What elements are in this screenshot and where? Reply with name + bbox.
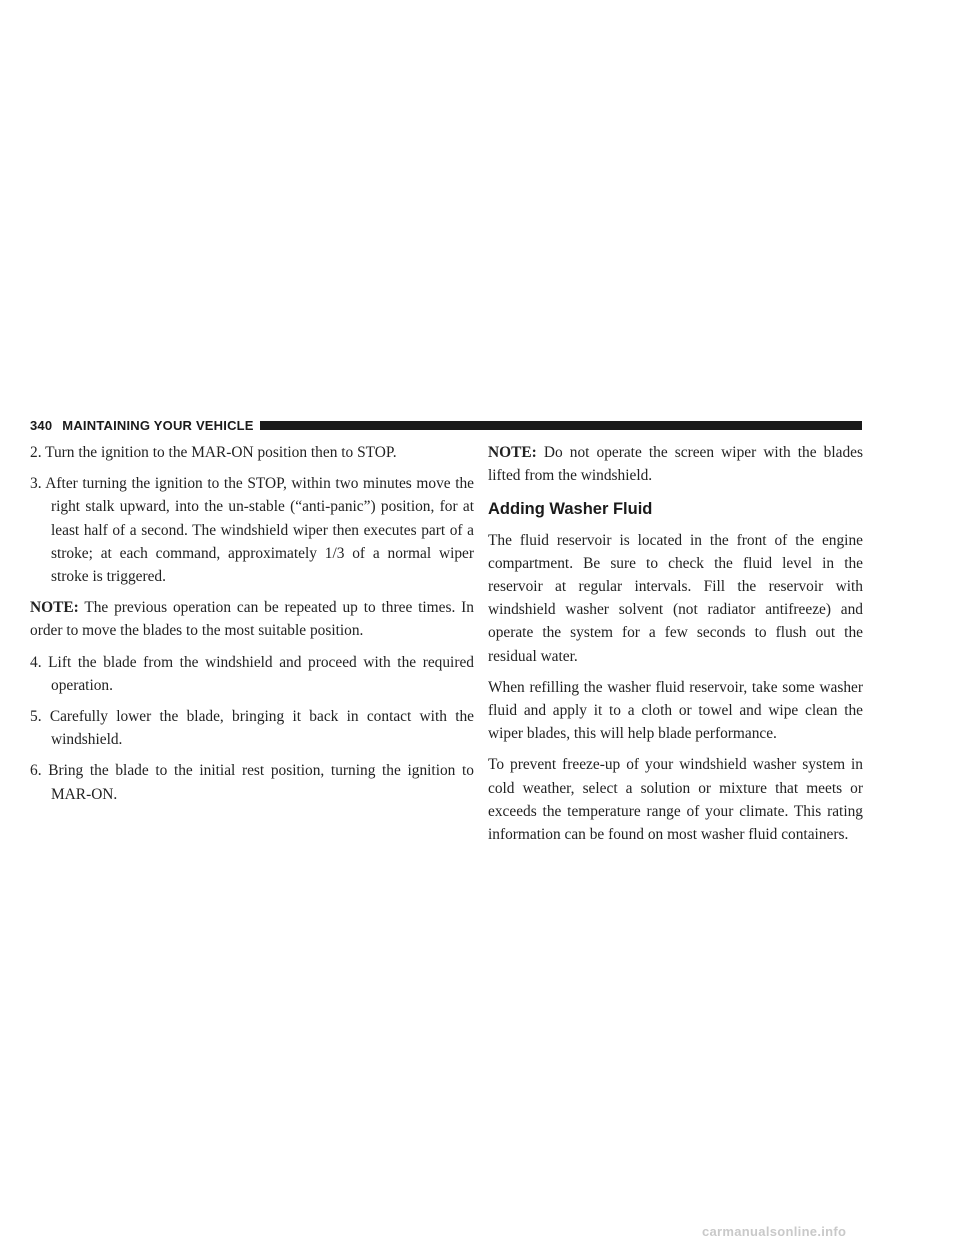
left-column: [30, 441, 474, 814]
step-6: 6. Bring the blade to the initial rest position, turning the ignition to MAR-ON.: [30, 762, 474, 803]
note-paragraph: [30, 596, 474, 642]
right-column: [488, 441, 863, 854]
footer-watermark-url: carmanualsonline.info: [702, 1224, 847, 1239]
step-5: 5. Carefully lower the blade, bringing it back in contact with the windshield.: [30, 708, 474, 749]
note-paragraph: [488, 441, 863, 487]
page-number: 340: [30, 417, 53, 433]
step-2: 2. Turn the ignition to the MAR-ON position then to STOP.: [30, 444, 397, 461]
header-rule: [260, 421, 862, 430]
step-4: 4. Lift the blade from the windshield and proceed with the required operation.: [30, 653, 474, 694]
note-text: Do not operate the screen wiper with the blades lifted from the windshield.: [488, 444, 863, 485]
section-heading: Adding Washer Fluid: [488, 500, 653, 519]
body-paragraph: When refilling the washer fluid reservoir, take some washer fluid and apply it to a cloth or towel and wipe clean the wiper blades, this will help blade performance.: [488, 678, 863, 743]
body-paragraph: The fluid reservoir is located in the front of the engine compartment. Be sure to check the fluid level in the reservoir at regular intervals. Fill the reservoir with windshield washer solvent (not radiator antifreeze) and operate the system for a few seconds to flush out the residual water.: [488, 531, 863, 665]
note-label: NOTE:: [30, 599, 79, 617]
note-text: The previous operation can be repeated up to three times. In order to move the blades to the most suitable position.: [30, 599, 474, 640]
body-paragraph: To prevent freeze-up of your windshield washer system in cold weather, select a solution or mixture that meets or exceeds the temperature range of your climate. This rating information can be found on most washer fluid containers.: [488, 756, 863, 844]
step-3: 3. After turning the ignition to the STOP, within two minutes move the right stalk upward, into the un-stable (“anti-panic”) position, for at least half of a second. The windshield wiper then executes part of a stroke; at each command, approximately 1/3 of a normal wiper stroke is triggered.: [30, 475, 474, 586]
note-label: NOTE:: [488, 444, 537, 461]
page-header: [30, 418, 862, 432]
section-title: MAINTAINING YOUR VEHICLE: [62, 417, 254, 433]
